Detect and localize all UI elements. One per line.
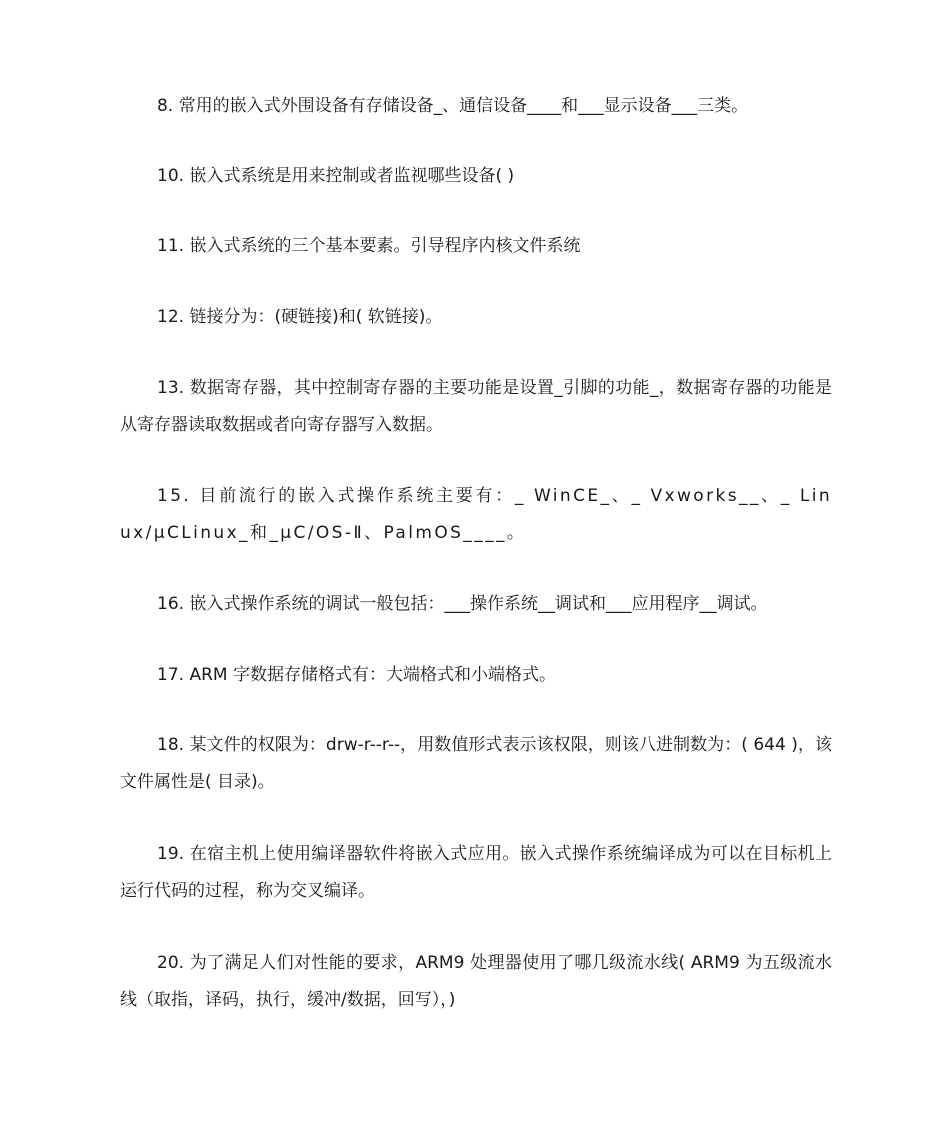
question-19: 19. 在宿主机上使用编译器软件将嵌入式应用。嵌入式操作系统编译成为可以在目标机上运行代码的过程，称为交叉编译。 [120, 844, 832, 901]
question-18: 18. 某文件的权限为：drw-r--r--，用数值形式表示该权限，则该八进制数为：( 644 )，该文件属性是( 目录)。 [120, 735, 832, 792]
question-20: 20. 为了满足人们对性能的要求，ARM9 处理器使用了哪几级流水线( ARM9 为五级流水线（取指，译码，执行，缓冲/数据，回写），) [120, 953, 832, 1010]
question-15: 15. 目前流行的嵌入式操作系统主要有：_ WinCE_、_ Vxworks__、_ Linux/μCLinux_和_μC/OS-Ⅱ、PalmOS____。 [120, 486, 832, 543]
question-13: 13. 数据寄存器，其中控制寄存器的主要功能是设置_引脚的功能_，数据寄存器的功能是从寄存器读取数据或者向寄存器写入数据。 [120, 378, 832, 435]
question-17: 17. ARM 字数据存储格式有：大端格式和小端格式。 [157, 665, 556, 685]
question-10: 10. 嵌入式系统是用来控制或者监视哪些设备( ) [157, 166, 515, 186]
question-11: 11. 嵌入式系统的三个基本要素。引导程序内核文件系统 [157, 236, 581, 256]
question-12: 12. 链接分为：(硬链接)和( 软链接)。 [157, 307, 443, 327]
question-16: 16. 嵌入式操作系统的调试一般包括：___操作系统__调试和___应用程序__调试。 [157, 594, 768, 614]
question-8: 8. 常用的嵌入式外围设备有存储设备_、通信设备____和___显示设备___三类。 [157, 96, 749, 116]
